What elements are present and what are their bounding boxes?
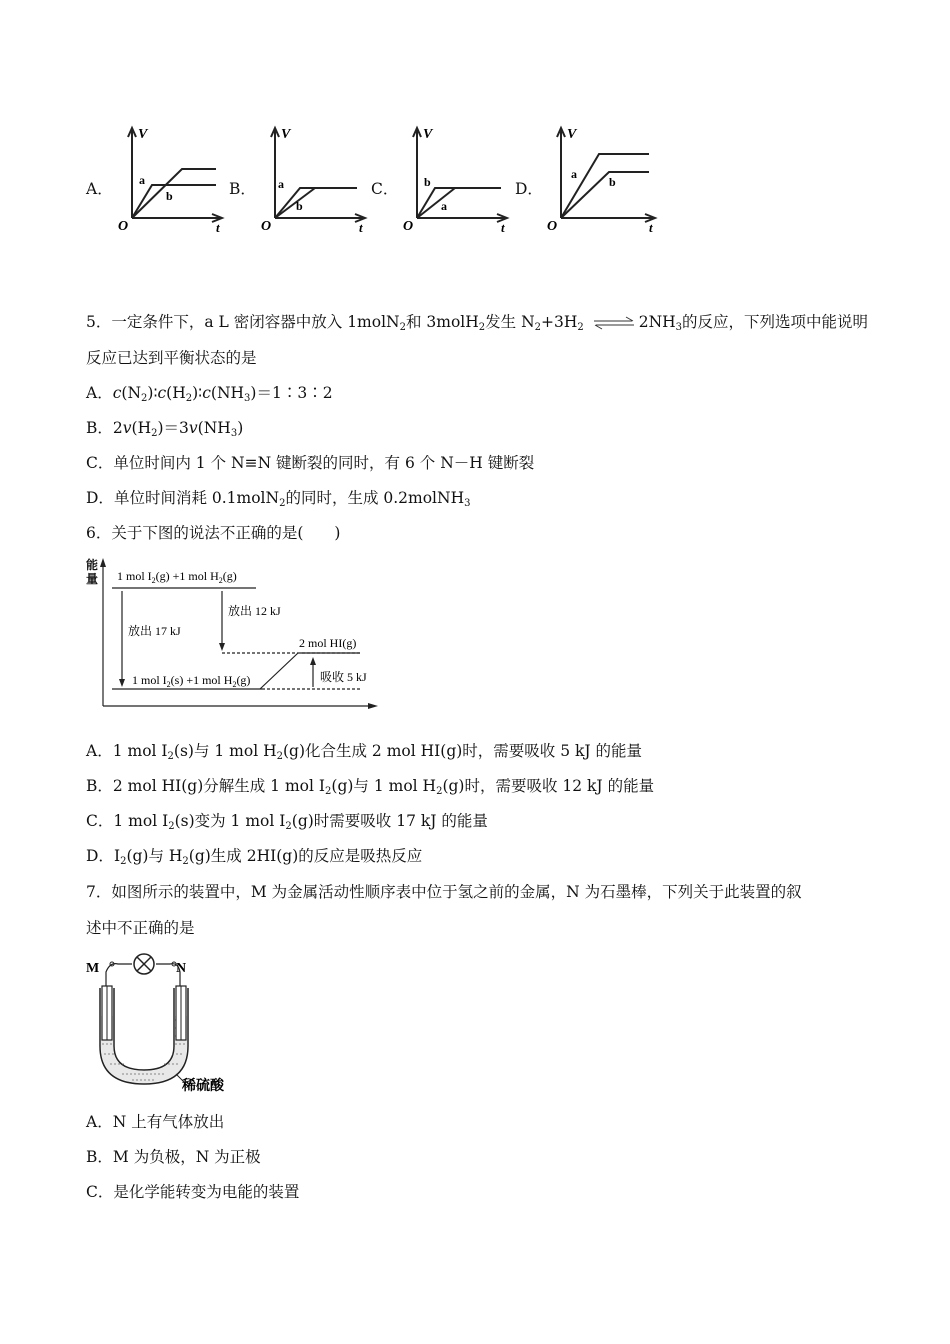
q6-stem: 6．关于下图的说法不正确的是( ) [86, 524, 341, 542]
q6-option-a: A．1 mol I2(s)与 1 mol H2(g)化合生成 2 mol HI(g)时，需要吸收 5 kJ 的能量 [86, 742, 643, 762]
q4-c-curve1: b [424, 175, 431, 189]
q4-d-curve2: b [609, 175, 616, 189]
q5-option-c: C．单位时间内 1 个 N≡N 键断裂的同时，有 6 个 N－H 键断裂 [86, 454, 535, 472]
q5-option-a: A．c(N2)∶c(H2)∶c(NH3)＝1∶3∶2 [86, 384, 333, 404]
q6-option-b: B．2 mol HI(g)分解生成 1 mol I2(g)与 1 mol H2(g)时，需要吸收 12 kJ 的能量 [86, 777, 655, 797]
q7-option-b: B．M 为负极，N 为正极 [86, 1148, 261, 1166]
acid-label: 稀硫酸 [182, 1079, 224, 1094]
q4-option-a-label: A． [86, 180, 113, 198]
q6-energy-diagram [84, 555, 384, 715]
q4-c-curve2: a [441, 199, 447, 213]
q7-stem-line2: 述中不正确的是 [86, 919, 195, 937]
top-level-label: 1 mol $I_2(g) +1$ mol $H_2(g)$ [117, 569, 237, 585]
release-17-label: 放出 17 kJ [128, 624, 181, 638]
q4-graph-a [112, 122, 227, 234]
q7-option-a: A．N 上有气体放出 [86, 1113, 225, 1131]
svg-text:t: t [359, 220, 363, 234]
q7-u-tube-apparatus [84, 950, 244, 1098]
svg-text:V: V [281, 127, 291, 142]
q4-d-curve1: a [571, 167, 577, 181]
q4-b-curve1: a [278, 177, 284, 191]
electrode-n-label: N [176, 961, 187, 976]
q4-a-origin: O [118, 219, 129, 234]
q4-a-axis-x: t [216, 220, 220, 234]
svg-text:能: 能 [86, 558, 99, 572]
q4-graph-d [541, 122, 661, 234]
absorb-5-label: 吸收 5 kJ [320, 670, 367, 684]
svg-text:V: V [567, 127, 577, 142]
q5-stem-line2: 反应已达到平衡状态的是 [86, 349, 257, 367]
hi-level-label: 2 mol HI(g) [299, 636, 357, 650]
q4-graph-c [397, 122, 512, 234]
q6-option-c: C．1 mol I2(s)变为 1 mol I2(g)时需要吸收 17 kJ 的能量 [86, 812, 488, 832]
svg-text:O: O [261, 219, 272, 234]
svg-text:t: t [649, 220, 653, 234]
q6-option-d: D．I2(g)与 H2(g)生成 2HI(g)的反应是吸热反应 [86, 847, 423, 867]
svg-text:O: O [403, 219, 414, 234]
q4-option-b-label: B． [229, 180, 256, 198]
q5-option-d: D．单位时间消耗 0.1molN2的同时，生成 0.2molNH3 [86, 489, 471, 509]
svg-text:O: O [547, 219, 558, 234]
q5-stem-line1: 5．一定条件下，a L 密闭容器中放入 1molN2和 3molH2发生 N2+3H2 2NH3的反应，下列选项中能说明 [86, 313, 869, 333]
q7-stem-line1: 7．如图所示的装置中，M 为金属活动性顺序表中位于氢之前的金属，N 为石墨棒，下列关于此装置的叙 [86, 883, 802, 901]
svg-text:量: 量 [86, 572, 99, 586]
bottom-level-label: 1 mol $I_2(s) +1$ mol $H_2(g)$ [132, 673, 251, 689]
release-12-label: 放出 12 kJ [228, 604, 281, 618]
q4-b-curve2: b [296, 199, 303, 213]
lamp-icon [134, 954, 154, 974]
q4-a-curve2: b [166, 189, 173, 203]
equilibrium-arrow-icon [592, 316, 636, 330]
q7-option-c: C．是化学能转变为电能的装置 [86, 1183, 300, 1201]
electrode-m-label: M [86, 961, 100, 976]
q4-a-axis-y: V [138, 127, 148, 142]
q4-graph-b [255, 122, 370, 234]
q4-option-d-label: D． [515, 180, 543, 198]
svg-text:V: V [423, 127, 433, 142]
svg-text:t: t [501, 220, 505, 234]
q5-option-b: B．2v(H2)＝3v(NH3) [86, 419, 244, 439]
q4-option-c-label: C． [371, 180, 399, 198]
q4-a-curve1: a [139, 173, 145, 187]
